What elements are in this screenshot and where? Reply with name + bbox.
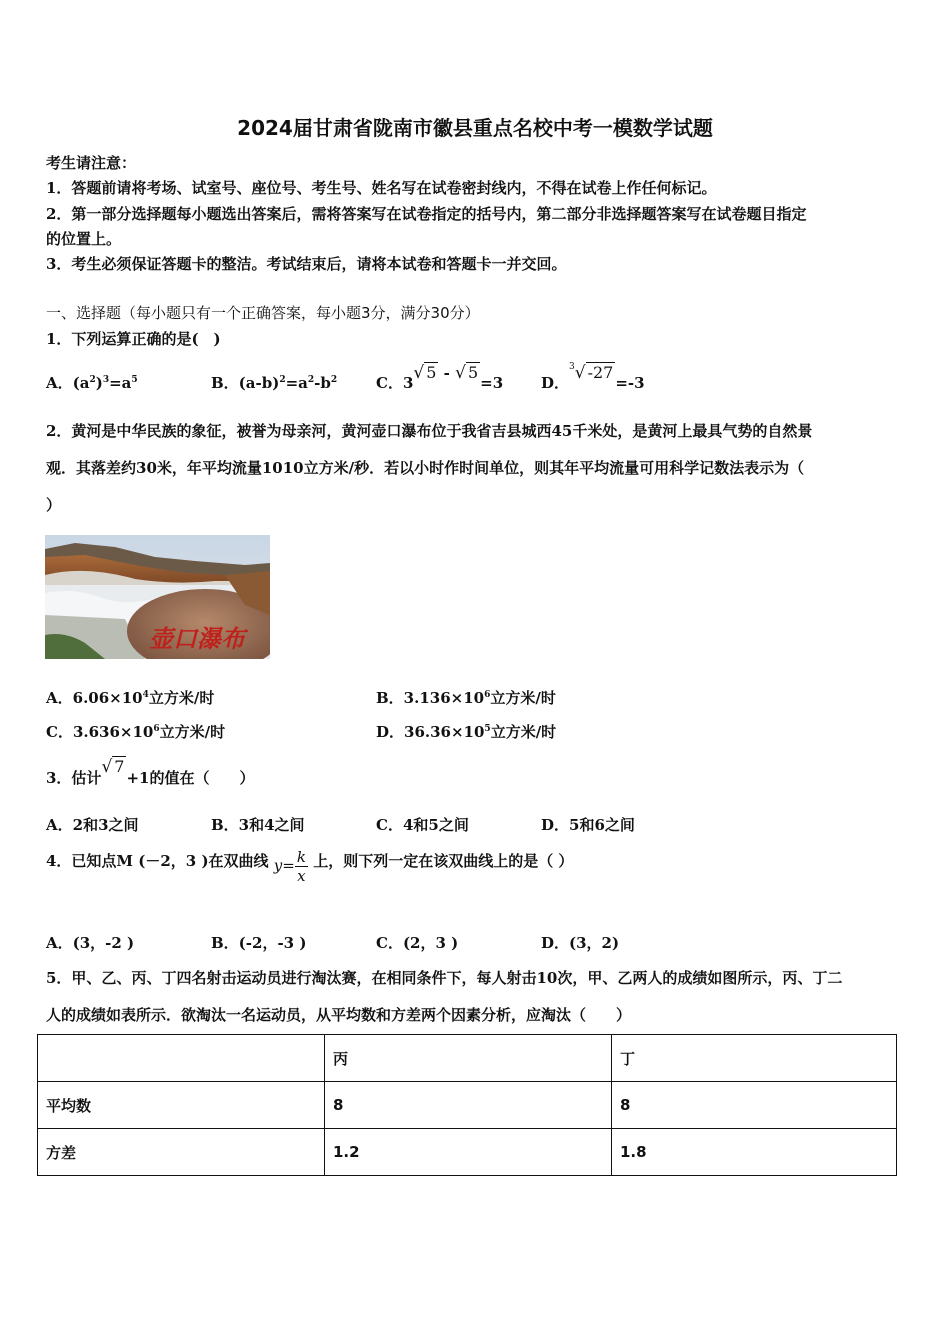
table-cell: 1.8	[612, 1129, 897, 1176]
page-title: 2024届甘肃省陇南市徽县重点名校中考一模数学试题	[237, 116, 713, 140]
table-cell: 方差	[38, 1129, 325, 1176]
q4-option-b: B．(-2，-3 )	[211, 934, 307, 952]
table-cell: 8	[612, 1082, 897, 1129]
table-header-cell: 丙	[325, 1035, 612, 1082]
q5-stem-line2: 人的成绩如表所示．欲淘汰一名运动员，从平均数和方差两个因素分析，应淘汰（ ）	[46, 1006, 632, 1024]
q2-option-a: A．$6.06\times 10^4$立方米/时	[46, 689, 215, 707]
notice-item-2-cont: 的位置上。	[46, 230, 122, 248]
table-row	[38, 1082, 897, 1129]
table-cell: 8	[325, 1082, 612, 1129]
q1-stem: 1．下列运算正确的是( )	[46, 330, 221, 348]
table-header-cell	[38, 1035, 325, 1082]
q4-stem: 4．已知点M (－2，3 )在双曲线 y= $\frac{k}{x}$ 上，则下列一定在该双曲线上的是（ ）	[46, 848, 574, 885]
table-header-cell: 丁	[612, 1035, 897, 1082]
q4-option-c: C．(2，3 )	[376, 934, 459, 952]
q1-option-a: A．$(a^2)^3=a^5$	[46, 374, 138, 392]
q1-option-c: C．3√ 5 - √ 5=3	[376, 363, 504, 392]
waterfall-photo	[45, 535, 270, 659]
waterfall-caption: 壶口瀑布	[149, 624, 245, 653]
q5-stem-line1: 5．甲、乙、丙、丁四名射击运动员进行淘汰赛，在相同条件下，每人射击10次，甲、乙两人的成绩如图所示，丙、丁二	[46, 969, 843, 987]
notice-item-1: 1．答题前请将考场、试室号、座位号、考生号、姓名写在试卷密封线内，不得在试卷上作任何标记。	[46, 179, 717, 197]
table-header-row	[38, 1035, 897, 1082]
sqrt-symbol: √ 5	[413, 363, 437, 383]
q2-option-d: D．$36.36\times 10^5$立方米/时	[376, 723, 557, 741]
q2-option-b: B．$3.136\times 10^6$立方米/时	[376, 689, 556, 707]
q2-stem-line3: ）	[46, 496, 62, 514]
section-heading: 一、选择题（每小题只有一个正确答案，每小题3分，满分30分）	[46, 304, 480, 322]
table-row	[38, 1129, 897, 1176]
notice-item-3: 3．考生必须保证答题卡的整洁。考试结束后，请将本试卷和答题卡一并交回。	[46, 255, 567, 273]
q3-option-a: A．2和3之间	[46, 816, 139, 834]
table-cell: 平均数	[38, 1082, 325, 1129]
q2-stem-line2: 观．其落差约30米，年平均流量1010立方米/秒．若以小时作时间单位，则其年平均流量可用科学记数法表示为（	[46, 459, 805, 477]
q2-option-c: C．$3.636\times 10^6$立方米/时	[46, 723, 226, 741]
q2-stem-line1: 2．黄河是中华民族的象征，被誉为母亲河，黄河壶口瀑布位于我省吉县城西45千米处，是黄河上最具气势的自然景	[46, 422, 813, 440]
fraction-k-over-x: $\frac{k}{x}$	[296, 848, 306, 885]
q1-option-d: D．$^3$√ -27=-3	[541, 362, 645, 392]
score-table	[37, 1034, 897, 1176]
notice-heading: 考生请注意：	[46, 154, 137, 172]
q1-option-b: B．$(a-b)^2=a^2-b^2$	[211, 374, 338, 392]
q3-option-b: B．3和4之间	[211, 816, 305, 834]
q4-option-a: A．(3，-2 )	[46, 934, 135, 952]
table-cell: 1.2	[325, 1129, 612, 1176]
waterfall-illustration	[45, 535, 270, 659]
notice-item-2: 2．第一部分选择题每小题选出答案后，需将答案写在试卷指定的括号内，第二部分非选择题答案写在试卷题目指定	[46, 205, 807, 223]
q4-option-d: D．(3，2)	[541, 934, 620, 952]
q3-stem: 3．估计√ 7+1的值在（ ）	[46, 757, 255, 787]
q3-option-d: D．5和6之间	[541, 816, 635, 834]
q3-option-c: C．4和5之间	[376, 816, 469, 834]
